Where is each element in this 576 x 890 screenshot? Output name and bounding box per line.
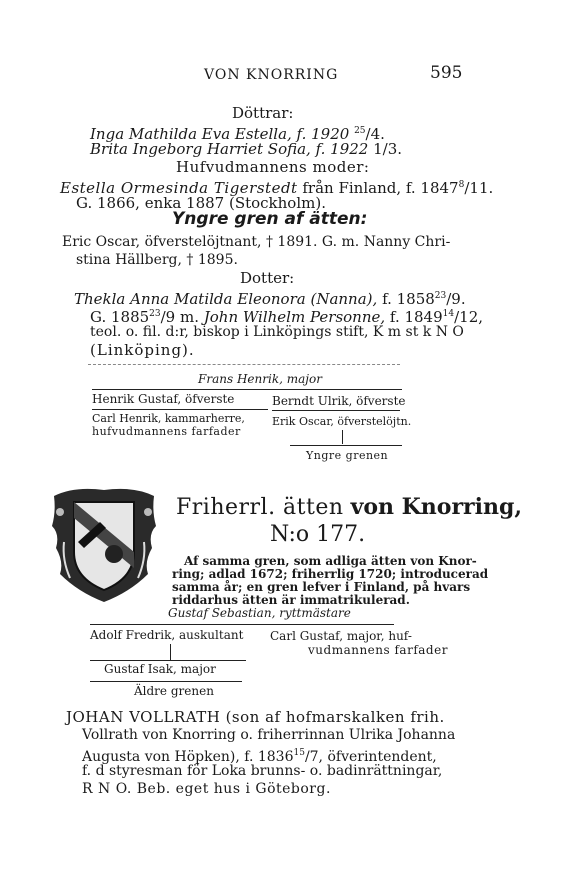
page-number: 595 [430, 63, 463, 83]
coat-of-arms [44, 482, 164, 606]
tree2-root [168, 606, 351, 620]
friherrl-desc-1: Af samma gren, som adliga ätten von Knor- [184, 554, 477, 568]
moder-sup: 8 [458, 180, 465, 190]
personne-name: John Wilhelm Personne, [203, 308, 386, 326]
yngre-heading: Yngre gren af ätten: [172, 209, 368, 229]
daughter-line-2 [90, 140, 402, 158]
tree2-left-grandchild: Äldre grenen [134, 684, 214, 698]
tree1-right-bottom: Yngre grenen [306, 449, 389, 462]
yngre-p2-line3: teol. o. fil. d:r, biskop i Linköpings stift, K m st k N O [90, 324, 464, 340]
p2-line2-tail: /12, [454, 308, 484, 326]
tree1-top-rule [88, 364, 400, 365]
friherrl-desc-3: samma år; en gren lefver i Finland, på hvars [172, 580, 471, 594]
tree1-left-rule [92, 409, 268, 410]
p2-line2-rest: f. 1849 [389, 308, 443, 326]
tree1-left-top: Henrik Gustaf, öfverste [92, 392, 235, 406]
tree2-left-child: Gustaf Isak, major [104, 662, 216, 676]
entry-line-3-b: /7, öfverintendent, [304, 749, 437, 765]
tree2-root-text: Gustaf Sebastian, ryttmästare [168, 606, 351, 620]
daughter-2-tail: 1/3. [373, 140, 403, 158]
moder-heading: Hufvudmannens moder: [176, 158, 370, 176]
p2-line2-sup2: 14 [442, 309, 455, 319]
tree1-vertical [342, 430, 343, 444]
tree1-right-rule [272, 410, 400, 411]
daughter-1-tail: /4. [365, 125, 385, 143]
tree1-bottom-rule [290, 445, 402, 446]
p2-line2-b: /9 m. [160, 308, 199, 326]
thekla-tail: /9. [446, 290, 466, 308]
moder-tail: /11. [464, 179, 494, 197]
tree1-right-top: Berndt Ulrik, öfverste [272, 394, 406, 408]
friherrl-number: N:o 177. [270, 522, 366, 547]
entry-line-3-sup: 15 [293, 748, 305, 758]
daughter-2-text: Brita Ingeborg Harriet Sofia, f. 1922 [90, 140, 369, 158]
tree2-left: Adolf Fredrik, auskultant [90, 628, 244, 642]
tree2-right-line2: vudmannens farfader [308, 643, 448, 657]
p2-line2-sup: 23 [149, 309, 161, 319]
moder-name: Estella Ormesinda Tigerstedt [60, 179, 298, 197]
tree2-branch-rule [90, 624, 394, 625]
running-title: VON KNORRING [204, 67, 339, 83]
daughter-1-sup: 25 [354, 126, 366, 136]
friherrl-desc-2: ring; adlad 1672; friherrlig 1720; introducerad [172, 567, 489, 581]
daughter-1-text: Inga Mathilda Eva Estella, f. 1920 [90, 125, 350, 143]
tree1-right-mid: Erik Oscar, öfverstelöjtn. [272, 415, 412, 428]
dotter-heading: Dotter: [240, 269, 295, 287]
tree2-child-rule [90, 660, 246, 661]
moder-line-2: G. 1866, enka 1887 (Stockholm). [76, 194, 326, 212]
entry-line-2: Vollrath von Knorring o. friherrinnan Ulrika Johanna [82, 727, 456, 743]
tree1-left-bottom: hufvudmannens farfader [92, 425, 241, 438]
friherrl-title-a: Friherrl. ätten [176, 495, 344, 520]
thekla-name: Thekla Anna Matilda Eleonora (Nanna), [74, 290, 378, 308]
thekla-rest: f. 1858 [382, 290, 435, 308]
friherrl-title-b: von Knorring, [350, 494, 523, 520]
dottrar-heading: Döttrar: [232, 104, 294, 122]
yngre-p1-line2: stina Hällberg, † 1895. [76, 252, 238, 268]
friherrl-desc-4: riddarhus ätten är immatrikulerad. [172, 593, 410, 607]
entry-line-1: JOHAN VOLLRATH (son af hofmarskalken frih. [66, 708, 445, 726]
tree1-root: Frans Henrik, major [198, 372, 322, 386]
p2-line2-a: G. 1885 [90, 308, 150, 326]
tree2-vertical [170, 644, 171, 660]
yngre-p2-line4: (Linköping). [90, 341, 195, 359]
tree2-right-line1: Carl Gustaf, major, huf- [270, 629, 412, 643]
entry-line-4: f. d styresman för Loka brunns- o. badinrättningar, [82, 763, 443, 779]
tree1-branch-rule [92, 389, 402, 390]
thekla-sup: 23 [434, 291, 447, 301]
entry-line-5: R N O. Beb. eget hus i Göteborg. [82, 781, 331, 797]
yngre-p1-line1: Eric Oscar, öfverstelöjtnant, † 1891. G. m. Nanny Chri- [62, 234, 451, 250]
tree1-left-mid: Carl Henrik, kammarherre, [92, 412, 245, 425]
friherrl-title [176, 494, 522, 521]
tree2-grandchild-rule [90, 681, 242, 682]
moder-rest: från Finland, f. 1847 [302, 179, 459, 197]
entry-line-3-a: Augusta von Höpken), f. 1836 [82, 749, 294, 765]
